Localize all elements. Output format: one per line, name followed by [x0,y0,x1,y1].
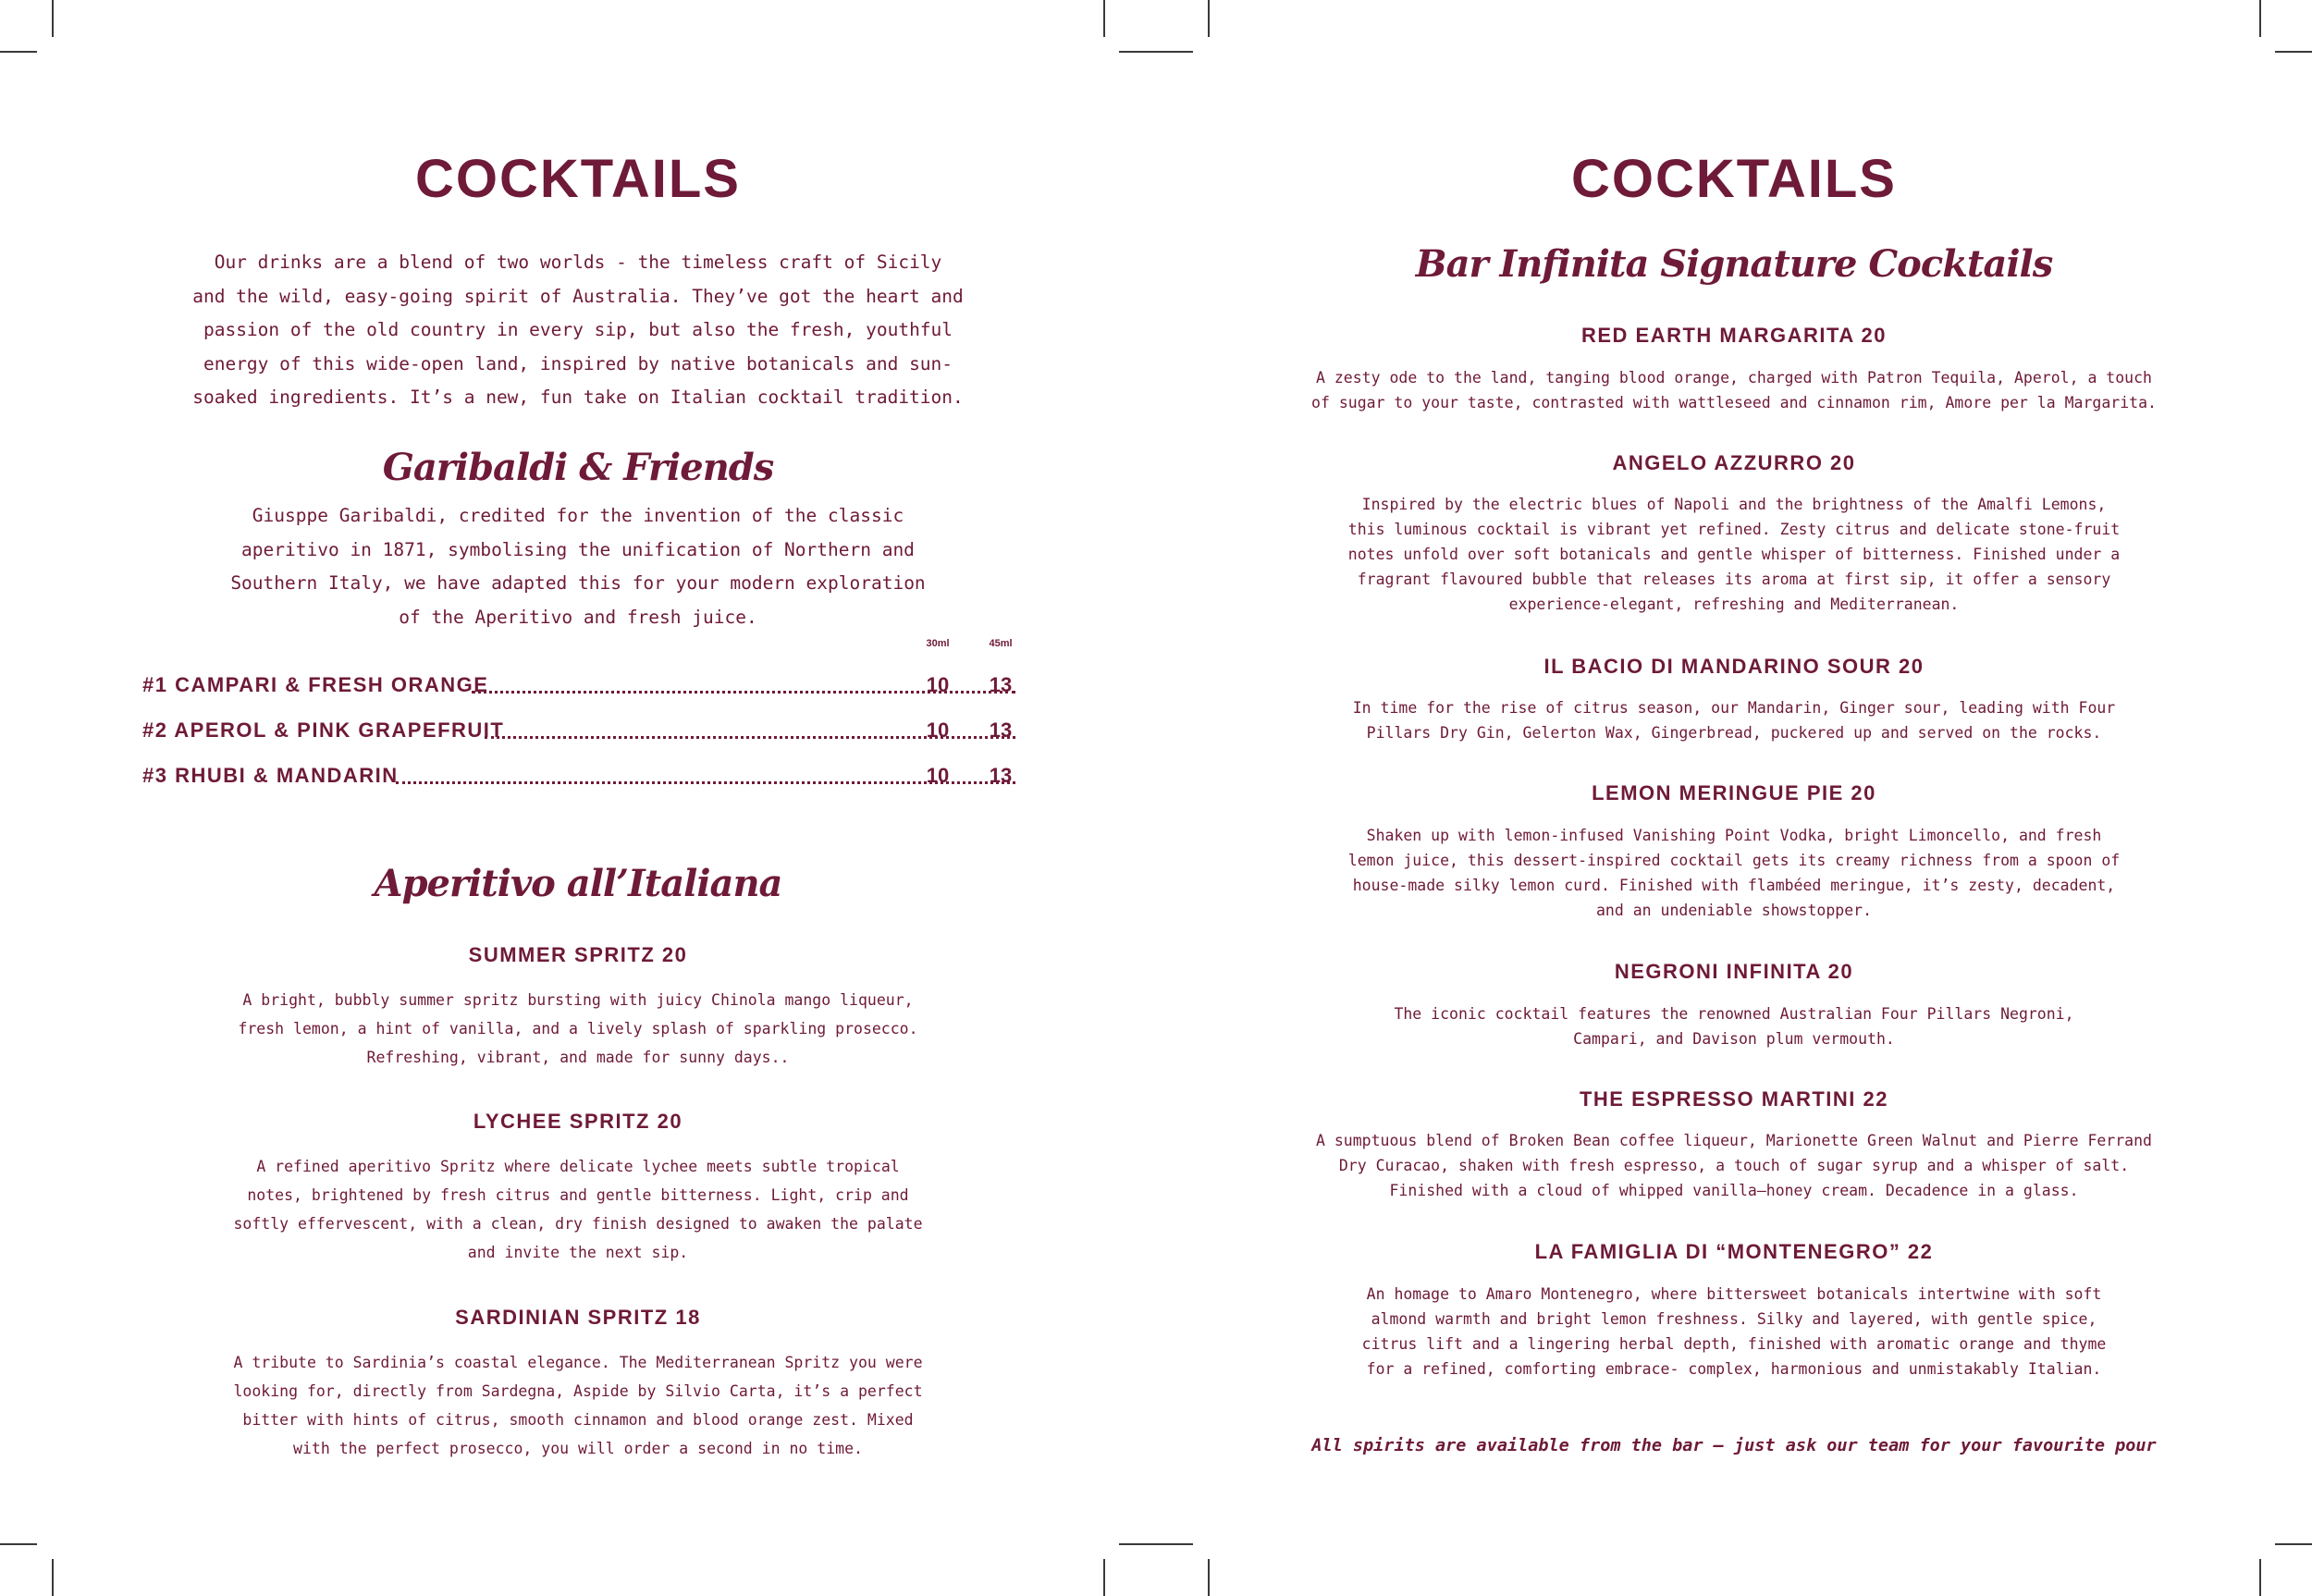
description-line: of sugar to your taste, contrasted with wattleseed and cinnamon rim, Amore per la Margarita. [1311,394,2157,411]
description-line: house-made silky lemon curd. Finished with flambéed meringue, it’s zesty, decadent, [1352,877,2116,894]
section-heading-garibaldi: Garibaldi & Friends [382,446,774,489]
description-line: and invite the next sip. [467,1244,689,1261]
description-line: citrus lift and a lingering herbal depth, finished with aromatic orange and thyme [1361,1335,2107,1353]
description-line: with the perfect prosecco, you will order a second in no time. [293,1440,863,1457]
description-line: A sumptuous blend of Broken Bean coffee liqueur, Marionette Green Walnut and Pierre Ferrand [1316,1132,2152,1149]
description-line: The iconic cocktail features the renowned Australian Four Pillars Negroni, [1394,1005,2074,1023]
garibaldi-description [139,499,1017,634]
cocktail-title: THE ESPRESSO MARTINI 22 [1579,1087,1888,1111]
price-30ml: 10 [926,718,950,742]
description-line: Southern Italy, we have adapted this for your modern exploration [230,572,926,594]
spirits-footer-note: All spirits are available from the bar – just ask our team for your favourite pour [1311,1436,2157,1455]
intro-paragraph [139,246,1017,415]
drink-name: #2 APEROL & PINK GRAPEFRUIT [142,718,505,742]
intro-line: and the wild, easy-going spirit of Australia. They’ve got the heart and [192,285,964,307]
cocktail-description [1239,365,2229,415]
price-row [142,764,1015,792]
description-line: A refined aperitivo Spritz where delicate lychee meets subtle tropical [256,1158,900,1175]
description-line: bitter with hints of citrus, smooth cinnamon and blood orange zest. Mixed [242,1411,914,1429]
price-45ml: 13 [989,764,1013,787]
price-row [142,673,1015,701]
description-line: of the Aperitivo and fresh juice. [399,606,757,628]
price-30ml: 10 [926,673,950,696]
price-row [142,718,1015,746]
intro-line: energy of this wide-open land, inspired by native botanicals and sun- [203,352,953,374]
description-line: A zesty ode to the land, tanging blood orange, charged with Patron Tequila, Aperol, a touch [1316,369,2152,387]
cocktail-title: RED EARTH MARGARITA 20 [1580,324,1887,347]
description-line: and an undeniable showstopper. [1595,902,1872,919]
description-line: notes unfold over soft botanicals and gentle whisper of bitterness. Finished under a [1347,546,2121,563]
drink-name: #3 RHUBI & MANDARIN [142,764,399,787]
intro-line: Our drinks are a blend of two worlds - the timeless craft of Sicily [214,252,942,273]
description-line: Shaken up with lemon-infused Vanishing Point Vodka, bright Limoncello, and fresh [1366,827,2102,844]
intro-line: soaked ingredients. It’s a new, fun take on Italian cocktail tradition. [192,387,964,408]
description-line: Giusppe Garibaldi, credited for the invention of the classic [252,505,904,526]
description-line: softly effervescent, with a clean, dry finish designed to awaken the palate [233,1215,923,1233]
description-line: Dry Curacao, shaken with fresh espresso, a touch of sugar syrup and a whisper of salt. [1338,1157,2130,1174]
cocktail-title: IL BACIO DI MANDARINO SOUR 20 [1543,655,1925,678]
intro-line: passion of the old country in every sip, but also the fresh, youthful [203,319,953,340]
description-line: fragrant flavoured bubble that releases its aroma at first sip, it offer a sensory [1357,571,2111,588]
drink-name: #1 CAMPARI & FRESH ORANGE [142,673,489,696]
page-title: COCKTAILS [414,149,741,209]
cocktail-title: LEMON MERINGUE PIE 20 [1592,781,1876,804]
description-line: experience-elegant, refreshing and Mediterranean. [1508,595,1960,613]
cocktail-description [1239,1001,2229,1051]
description-line: Pillars Dry Gin, Gelerton Wax, Gingerbread, puckered up and served on the rocks. [1366,724,2102,742]
cocktail-description [139,986,1017,1072]
description-line: Refreshing, vibrant, and made for sunny days.. [366,1049,790,1066]
size-header-30ml: 30ml [926,638,950,649]
description-line: this luminous cocktail is vibrant yet refined. Zesty citrus and delicate stone-fruit [1347,521,2121,538]
description-line: for a refined, comforting embrace- complex, harmonious and unmistakably Italian. [1366,1360,2102,1378]
page-title: COCKTAILS [1570,149,1897,209]
price-45ml: 13 [989,673,1013,696]
cocktail-description [139,1152,1017,1267]
cocktail-description [1239,1128,2229,1203]
cocktail-title: LYCHEE SPRITZ 20 [473,1110,683,1133]
cocktail-description [139,1348,1017,1463]
description-line: notes, brightened by fresh citrus and gentle bitterness. Light, crip and [247,1186,909,1204]
description-line: lemon juice, this dessert-inspired cocktail gets its creamy richness from a spoon of [1347,852,2121,869]
description-line: almond warmth and bright lemon freshness. Silky and layered, with gentle spice, [1371,1310,2097,1328]
menu-page-right [1156,0,2312,1596]
section-heading-aperitivo: Aperitivo all’Italiana [374,862,782,905]
description-line: An homage to Amaro Montenegro, where bittersweet botanicals intertwine with soft [1366,1285,2102,1303]
cocktail-title: ANGELO AZZURRO 20 [1612,451,1856,474]
description-line: A bright, bubbly summer spritz bursting with juicy Chinola mango liqueur, [242,991,914,1009]
price-30ml: 10 [926,764,950,787]
cocktail-description [1239,823,2229,923]
description-line: fresh lemon, a hint of vanilla, and a lively splash of sparkling prosecco. [238,1020,918,1037]
cocktail-title: LA FAMIGLIA DI “MONTENEGRO” 22 [1534,1240,1934,1263]
cocktail-title: NEGRONI INFINITA 20 [1614,960,1854,983]
description-line: Finished with a cloud of whipped vanilla—honey cream. Decadence in a glass. [1389,1182,2079,1199]
cocktail-title: SARDINIAN SPRITZ 18 [455,1306,701,1329]
size-header-45ml: 45ml [989,638,1013,649]
description-line: aperitivo in 1871, symbolising the unification of Northern and [241,538,915,560]
cocktail-description [1239,695,2229,745]
description-line: Inspired by the electric blues of Napoli and the brightness of the Amalfi Lemons, [1361,496,2107,513]
cocktail-description [1239,1282,2229,1381]
description-line: Campari, and Davison plum vermouth. [1573,1030,1895,1048]
cocktail-title: SUMMER SPRITZ 20 [468,943,688,966]
cocktail-description [1239,492,2229,617]
description-line: In time for the rise of citrus season, our Mandarin, Ginger sour, leading with Four [1352,699,2116,717]
section-heading-signature: Bar Infinita Signature Cocktails [1415,242,2053,286]
price-45ml: 13 [989,718,1013,742]
description-line: looking for, directly from Sardegna, Aspide by Silvio Carta, it’s a perfect [233,1382,923,1400]
description-line: A tribute to Sardinia’s coastal elegance. The Mediterranean Spritz you were [233,1354,923,1371]
